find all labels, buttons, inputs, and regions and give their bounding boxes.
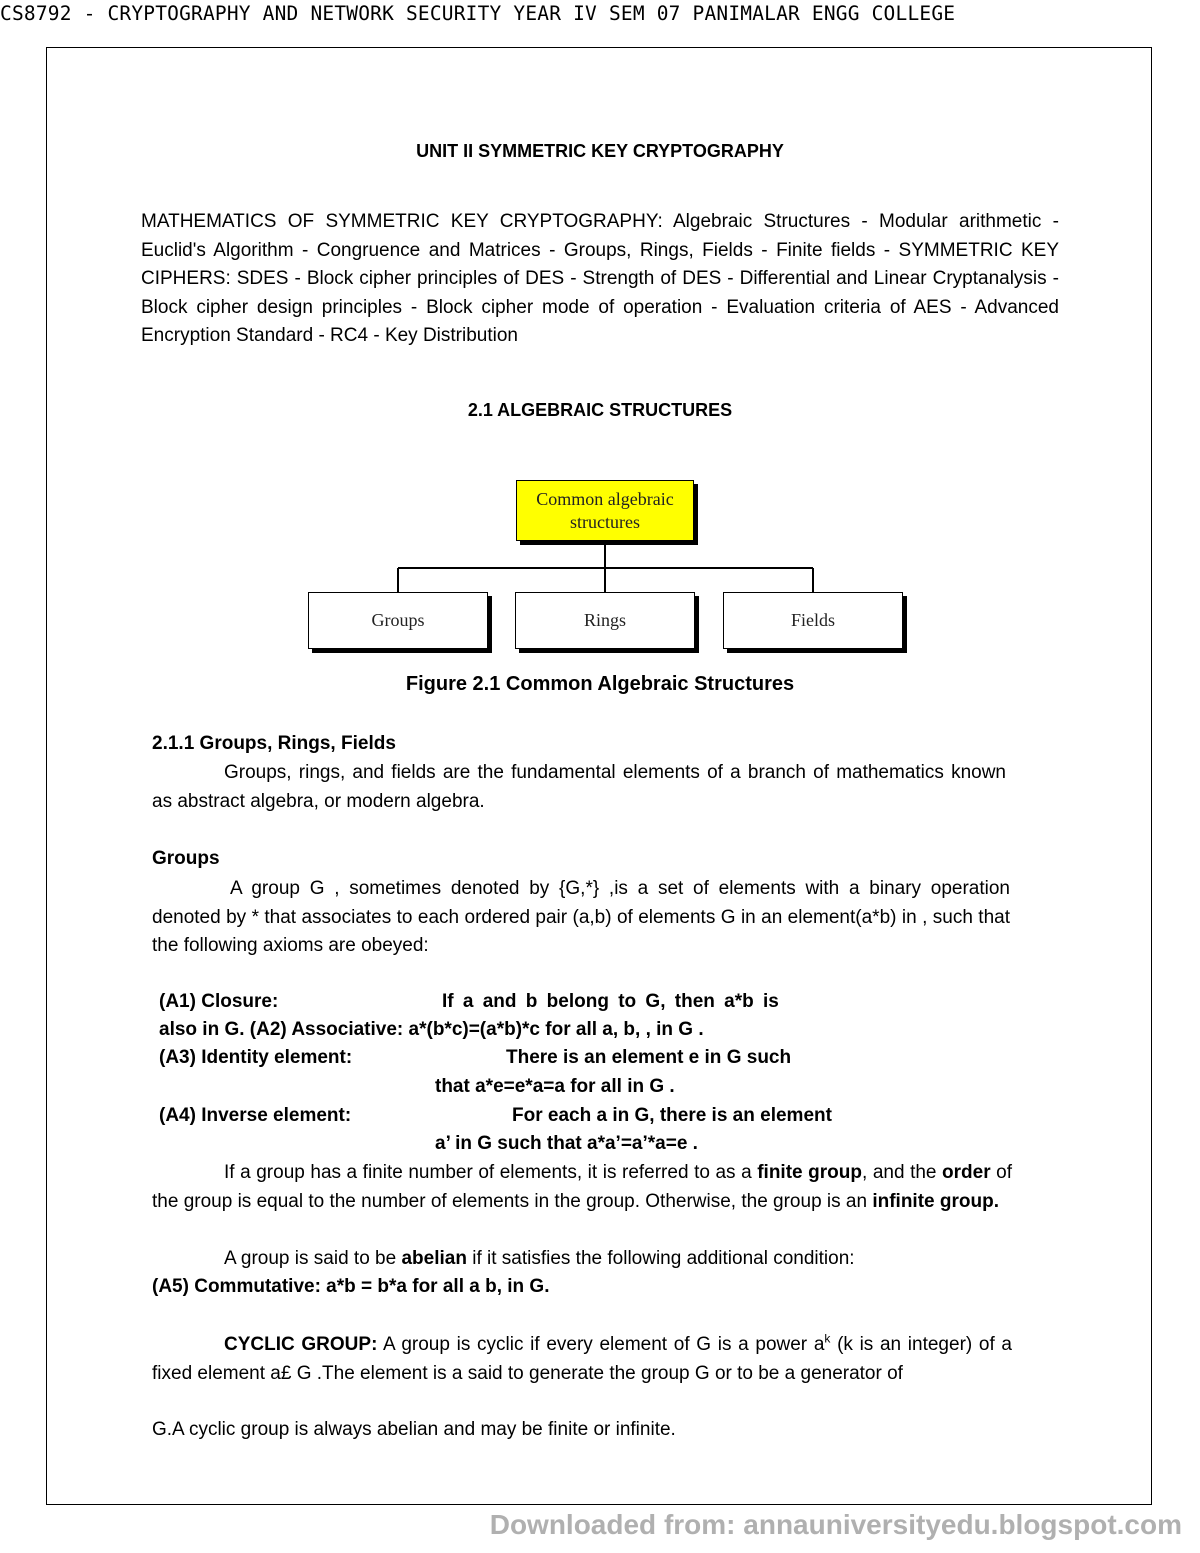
abelian-text-1: A group is said to be (224, 1248, 402, 1269)
axiom-a1-text: If a and b belong to G, then a*b is (442, 991, 779, 1012)
finite-text-2: , and the (861, 1162, 943, 1183)
cyclic-group-paragraph (152, 1331, 1012, 1388)
abelian-text-2: if it satisfies the following additional condition: (466, 1248, 855, 1269)
groups-heading: Groups (152, 848, 220, 869)
infinite-group-term: infinite group. (872, 1190, 999, 1212)
axiom-a1-label: (A1) Closure: (159, 991, 279, 1012)
groups-definition: A group G , sometimes denoted by {G,*} ,is a set of elements with a binary operation denoted by * that associates to each ordered pair (a,b) of elements G in an element(a*b) in , such that the following axioms are obeyed: (152, 878, 1010, 956)
order-term: order (942, 1162, 991, 1183)
axiom-a4-continuation: a’ in G such that a*a’=a’*a=e . (435, 1133, 698, 1154)
subsection-heading: 2.1.1 Groups, Rings, Fields (152, 733, 396, 754)
download-credit: Downloaded from: annauniversityedu.blogspot.com (489, 1509, 1182, 1540)
section-title: 2.1 ALGEBRAIC STRUCTURES (467, 400, 733, 420)
subsection-paragraph: Groups, rings, and fields are the fundamental elements of a branch of mathematics known as abstract algebra, or modern algebra. (152, 762, 1006, 812)
abelian-term: abelian (401, 1248, 467, 1269)
diagram-node-fields: Fields (723, 592, 903, 649)
cyclic-group-line2: G.A cyclic group is always abelian and may be finite or infinite. (152, 1419, 676, 1440)
axiom-a4-label: (A4) Inverse element: (159, 1105, 352, 1126)
abelian-paragraph (224, 1245, 855, 1274)
diagram-root-node: Common algebraic structures (516, 480, 694, 541)
axiom-a3-continuation: that a*e=e*a=a for all in G . (435, 1076, 675, 1097)
algebraic-structures-diagram (300, 475, 910, 660)
axiom-a4-text: For each a in G, there is an element (512, 1105, 832, 1126)
diagram-node-rings: Rings (515, 592, 695, 649)
finite-group-paragraph (152, 1159, 1012, 1216)
axiom-a3-text: There is an element e in G such (506, 1047, 792, 1068)
cyclic-text-1: A group is cyclic if every element of G is a power a (377, 1334, 825, 1355)
running-header: CS8792 - CRYPTOGRAPHY AND NETWORK SECURITY YEAR IV SEM 07 PANIMALAR ENGG COLLEGE (0, 2, 956, 25)
syllabus-paragraph: MATHEMATICS OF SYMMETRIC KEY CRYPTOGRAPHY: Algebraic Structures - Modular arithmetic - Euclid's Algorithm - Congruence and Matrices - Groups, Rings, Fields - Finite fields - SYMMETRIC KEY CIPHERS: SDES - Block cipher principles of DES - Strength of DES - Differential and Linear Cryptanalysis - Block cipher design principles - Block cipher mode of operation - Evaluation criteria of AES - Advanced Encryption Standard - RC4 - Key Distribution (141, 211, 1059, 346)
cyclic-superscript: k (824, 1331, 831, 1346)
figure-caption: Figure 2.1 Common Algebraic Structures (405, 673, 795, 695)
finite-text-1: If a group has a finite number of elements, it is referred to as a (224, 1162, 758, 1183)
finite-group-term: finite group (757, 1162, 862, 1183)
cyclic-text-2: (k is an integer) of a fixed element a£ G .The element is a said to generate the group G or to be a generator of (152, 1334, 1012, 1384)
diagram-node-groups: Groups (308, 592, 488, 649)
axiom-a3-label: (A3) Identity element: (159, 1047, 353, 1068)
axiom-a1-a2-text: also in G. (A2) Associative: a*(b*c)=(a*b)*c for all a, b, , in G . (159, 1019, 704, 1040)
cyclic-group-term: CYCLIC GROUP: (224, 1334, 378, 1355)
finite-text-3: of the group is equal to the number of elements in the group. Otherwise, the group is an (152, 1162, 1013, 1212)
axiom-a5: (A5) Commutative: a*b = b*a for all a b, in G. (152, 1276, 550, 1297)
unit-title: UNIT II SYMMETRIC KEY CRYPTOGRAPHY (416, 141, 784, 161)
